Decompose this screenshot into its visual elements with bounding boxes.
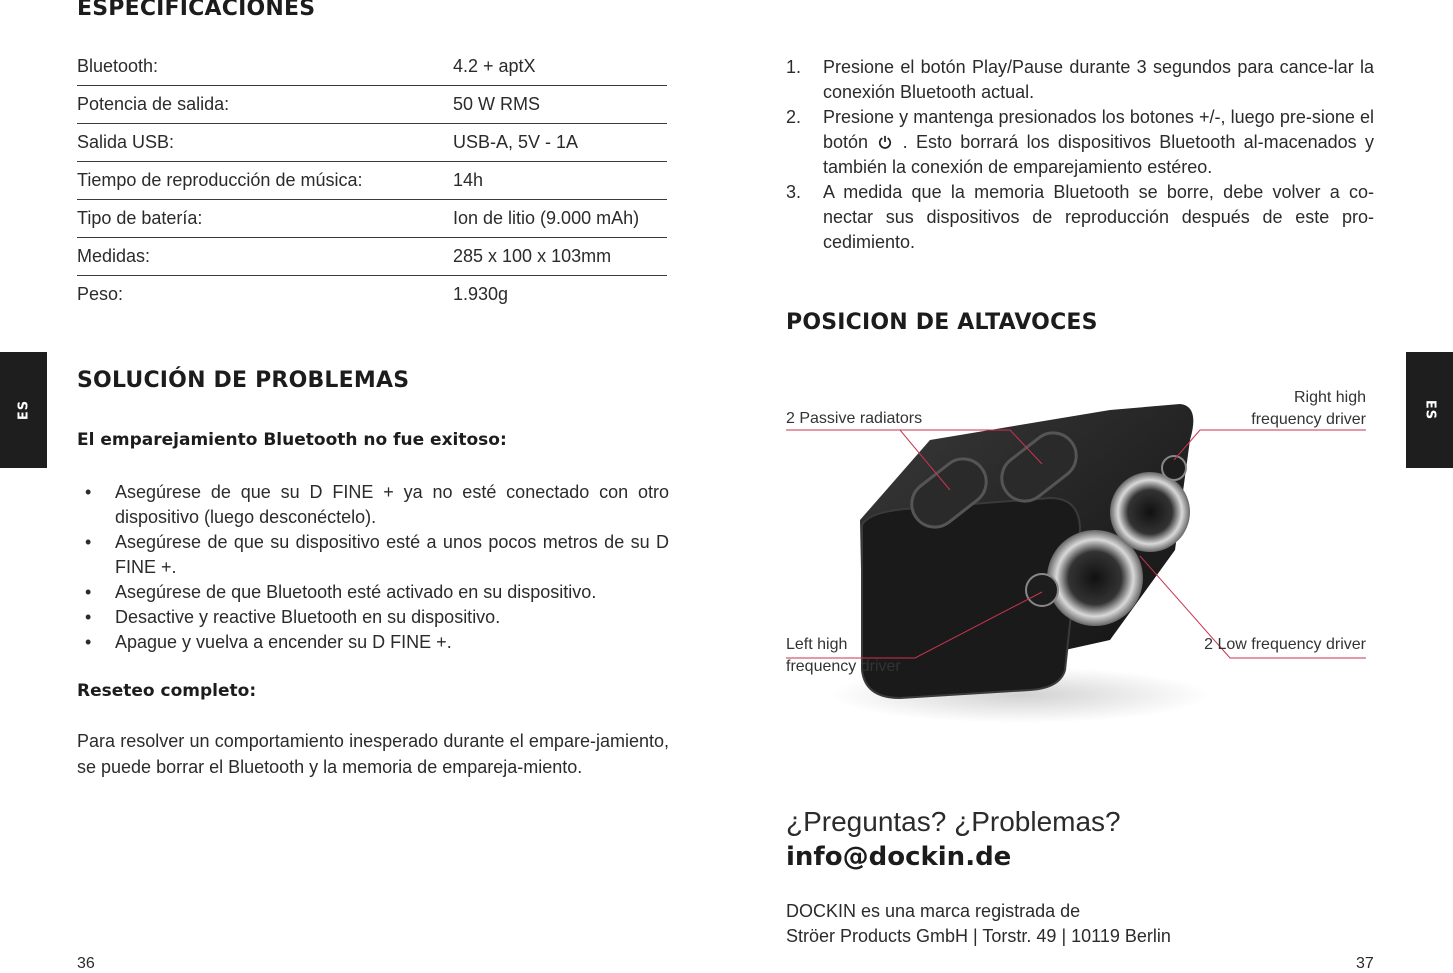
- high-frequency-driver: [1026, 574, 1058, 606]
- callout-passive-radiators: 2 Passive radiators: [786, 410, 923, 427]
- spec-row: [77, 48, 667, 86]
- spec-value: USB-A, 5V - 1A: [453, 132, 579, 152]
- reset-paragraph: Para resolver un comportamiento inesperado durante el empare-jamiento, se puede borrar el Bluetooth y la memoria de empareja-miento.: [77, 731, 669, 777]
- language-tab-label: ES: [16, 399, 31, 421]
- step-item: [786, 105, 1374, 180]
- pairing-subheading: El emparejamiento Bluetooth no fue exitoso:: [77, 430, 507, 450]
- page-number-right: 37: [1356, 955, 1374, 972]
- spec-value: 285 x 100 x 103mm: [453, 246, 612, 266]
- callout-left-high-2: frequency driver: [786, 658, 901, 675]
- list-item: [77, 630, 669, 655]
- step-number: 3.: [786, 182, 802, 202]
- speaker-illustration: [780, 380, 1380, 740]
- spec-label: Peso:: [77, 284, 124, 304]
- spec-value: 14h: [453, 170, 484, 190]
- list-item-text: Asegúrese de que Bluetooth esté activado en su dispositivo.: [115, 582, 597, 602]
- spec-row: [77, 124, 667, 162]
- bullet-marker: •: [85, 607, 92, 627]
- step-number: 2.: [786, 107, 802, 127]
- spec-value: 50 W RMS: [453, 94, 541, 114]
- trademark-line-2: Ströer Products GmbH | Torstr. 49 | 10119 Berlin: [786, 926, 1171, 946]
- step-text-after-icon: . Esto borrará los dispositivos Bluetooth al-macenados y también la conexión de emparejamiento estéreo.: [823, 132, 1374, 177]
- spec-label: Tipo de batería:: [77, 208, 203, 228]
- bullet-marker: •: [85, 632, 92, 652]
- spec-value: Ion de litio (9.000 mAh): [453, 208, 640, 228]
- language-tab-right: [1406, 352, 1453, 468]
- spec-label: Potencia de salida:: [77, 94, 230, 114]
- page-number-left: 36: [77, 955, 95, 972]
- step-text: A medida que la memoria Bluetooth se borre, debe volver a co-nectar sus dispositivos de reproducción después de este pro-cedimiento.: [823, 182, 1374, 252]
- spec-label: Medidas:: [77, 246, 151, 266]
- step-text: Presione el botón Play/Pause durante 3 segundos para cance-lar la conexión Bluetooth actual.: [823, 57, 1374, 102]
- list-item: [77, 480, 669, 530]
- spec-label: Salida USB:: [77, 132, 175, 152]
- spec-label: Bluetooth:: [77, 56, 159, 76]
- list-item-text: Desactive y reactive Bluetooth en su dispositivo.: [115, 607, 501, 627]
- list-item: [77, 605, 669, 630]
- questions-line: ¿Preguntas? ¿Problemas?: [786, 806, 1121, 837]
- list-item-text: Apague y vuelva a encender su D FINE +.: [115, 632, 452, 652]
- reset-steps: [786, 55, 1374, 255]
- spec-row: [77, 200, 667, 238]
- power-icon: [878, 135, 892, 149]
- bullet-marker: •: [85, 532, 92, 552]
- spec-table: [77, 48, 667, 313]
- callout-right-high-2: frequency driver: [1251, 411, 1366, 428]
- trademark-line-1: DOCKIN es una marca registrada de: [786, 901, 1081, 921]
- spec-row: [77, 276, 667, 313]
- bullet-marker: •: [85, 482, 92, 502]
- step-item: [786, 55, 1374, 105]
- spec-label: Tiempo de reproducción de música:: [77, 170, 363, 190]
- spec-row: [77, 162, 667, 200]
- list-item: [77, 580, 669, 605]
- list-item-text: Asegúrese de que su dispositivo esté a unos pocos metros de su D FINE +.: [115, 532, 669, 577]
- language-tab-left: [0, 352, 47, 468]
- list-item: [77, 530, 669, 580]
- callout-left-high-1: Left high: [786, 636, 848, 653]
- step-number: 1.: [786, 57, 802, 77]
- position-heading: POSICION DE ALTAVOCES: [786, 310, 1098, 335]
- support-email-link[interactable]: info@dockin.de: [786, 842, 1012, 872]
- spec-row: [77, 238, 667, 276]
- reset-subheading: Reseteo completo:: [77, 681, 257, 701]
- bullet-marker: •: [85, 582, 92, 602]
- low-frequency-driver: [1110, 472, 1190, 552]
- language-tab-label: ES: [1422, 399, 1437, 421]
- step-text-before-icon: Presione y mantenga presionados los botones +/-, luego pre-sione el botón: [823, 107, 1374, 152]
- callout-low-frequency: 2 Low frequency driver: [1204, 636, 1366, 653]
- troubleshoot-list: [77, 480, 669, 655]
- callout-right-high-1: Right high: [1293, 389, 1366, 406]
- spec-value: 4.2 + aptX: [453, 56, 536, 76]
- spec-row: [77, 86, 667, 124]
- spec-heading: ESPECIFICACIONES: [77, 0, 316, 21]
- step-item: [786, 180, 1374, 255]
- list-item-text: Asegúrese de que su D FINE + ya no esté conectado con otro dispositivo (luego desconéctelo).: [115, 482, 669, 527]
- troubleshoot-heading: SOLUCIÓN DE PROBLEMAS: [77, 368, 410, 393]
- spec-value: 1.930g: [453, 284, 509, 304]
